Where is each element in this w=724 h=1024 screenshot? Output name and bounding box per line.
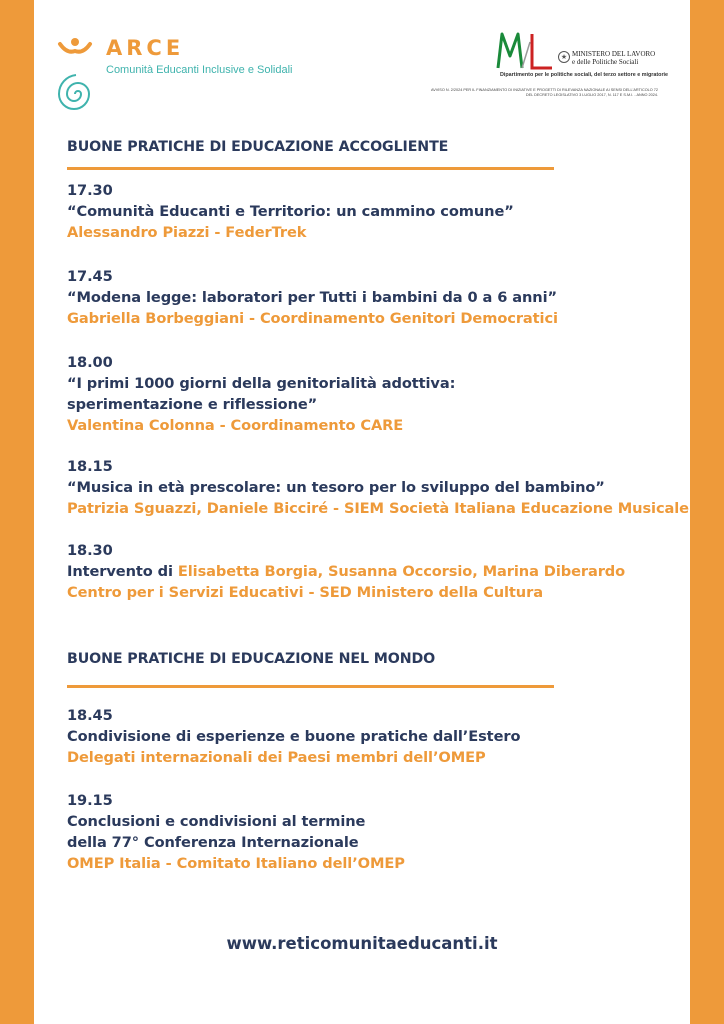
funding-notice: AVVISO N. 2/2024 PER IL FINANZIAMENTO DI INIZIATIVE E PROGETTI DI RILEVANZA NAZIONALE AI SENSI DELL'ARTICOLO 72 DEL DECRETO LEGISLATIVO 3 LUGLIO 2017, N. 117 E S.M.I. - ANNO 2024. — [430, 88, 658, 97]
programme-item — [67, 705, 667, 768]
item-speaker: Patrizia Sguazzi, Daniele Bicciré - SIEM Società Italiana Educazione Musicale — [67, 500, 689, 517]
intro-names: Elisabetta Borgia, Susanna Occorsio, Marina Diberardo — [177, 563, 626, 580]
ministry-name-line2: e delle Politiche Sociali — [572, 58, 639, 66]
ml-monogram-icon — [496, 32, 558, 70]
item-time: 17.30 — [67, 182, 113, 199]
item-title: “Comunità Educanti e Territorio: un cammino comune” — [67, 203, 514, 220]
ministry-department: Dipartimento per le politiche sociali, del terzo settore e migratorie — [500, 72, 669, 78]
item-intro — [67, 561, 667, 582]
ministry-name-line1: MINISTERO DEL LAVORO — [572, 50, 656, 58]
item-time: 18.15 — [67, 458, 113, 475]
arce-logo — [54, 34, 314, 114]
item-title: della 77° Conferenza Internazionale — [67, 834, 359, 851]
item-title: sperimentazione e riflessione” — [67, 396, 318, 413]
section-title: BUONE PRATICHE DI EDUCAZIONE ACCOGLIENTE — [67, 139, 449, 155]
programme-item — [67, 456, 689, 519]
spiral-figure-icon — [54, 34, 100, 114]
programme-item — [67, 540, 667, 603]
programme-item — [67, 790, 667, 874]
item-speaker: Alessandro Piazzi - FederTrek — [67, 224, 307, 241]
item-speaker: Gabriella Borbeggiani - Coordinamento Genitori Democratici — [67, 310, 558, 327]
item-speaker: OMEP Italia - Comitato Italiano dell’OMEP — [67, 855, 405, 872]
programme-item — [67, 352, 667, 436]
item-time: 19.15 — [67, 792, 113, 809]
item-time: 17.45 — [67, 268, 113, 285]
website-link[interactable]: www.reticomunitaeducanti.it — [226, 934, 498, 953]
section-divider — [67, 167, 554, 170]
item-title: “I primi 1000 giorni della genitorialità adottiva: — [67, 375, 456, 392]
left-orange-border — [0, 0, 34, 1024]
right-orange-border — [690, 0, 724, 1024]
intro-prefix: Intervento di — [67, 563, 178, 580]
item-time: 18.30 — [67, 542, 113, 559]
brand-name: ARCE — [106, 36, 185, 60]
programme-item — [67, 266, 667, 329]
item-speaker: Valentina Colonna - Coordinamento CARE — [67, 417, 404, 434]
item-speaker: Delegati internazionali dei Paesi membri dell’OMEP — [67, 749, 486, 766]
item-time: 18.45 — [67, 707, 113, 724]
programme-item — [67, 180, 667, 243]
ministry-name — [572, 50, 655, 66]
item-title: Condivisione di esperienze e buone pratiche dall’Estero — [67, 728, 521, 745]
brand-tagline: Comunità Educanti Inclusive e Solidali — [106, 64, 293, 76]
star-emblem-icon: ★ — [558, 51, 570, 63]
item-time: 18.00 — [67, 354, 113, 371]
item-title: “Musica in età prescolare: un tesoro per lo sviluppo del bambino” — [67, 479, 605, 496]
section-title: BUONE PRATICHE DI EDUCAZIONE NEL MONDO — [67, 651, 436, 667]
section-divider — [67, 685, 554, 688]
item-title: “Modena legge: laboratori per Tutti i bambini da 0 a 6 anni” — [67, 289, 557, 306]
item-title: Conclusioni e condivisioni al termine — [67, 813, 366, 830]
item-speaker: Centro per i Servizi Educativi - SED Ministero della Cultura — [67, 584, 543, 601]
